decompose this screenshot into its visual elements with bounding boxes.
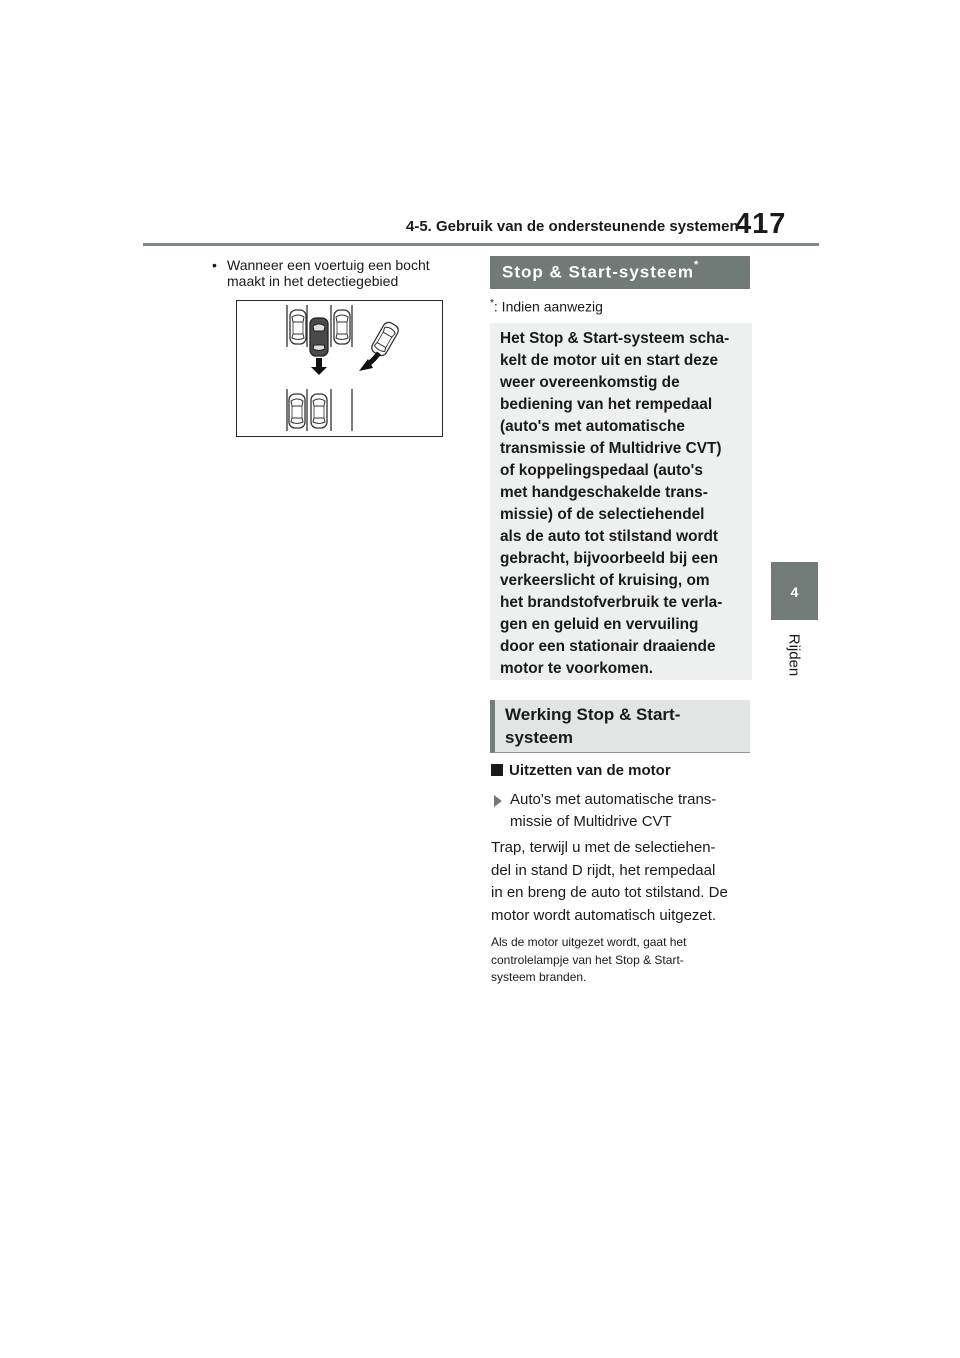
intro-line: gebracht, bijvoorbeeld bij een	[500, 550, 719, 567]
intro-line: met handgeschakelde trans-	[500, 484, 708, 501]
footnote	[490, 298, 603, 315]
chapter-number: 4	[790, 584, 799, 600]
chapter-tab	[771, 562, 818, 620]
triangle-bullet-icon	[494, 795, 502, 807]
subheading	[491, 762, 671, 779]
footnote-text: : Indien aanwezig	[493, 298, 603, 315]
intro-line: verkeerslicht of kruising, om	[500, 572, 710, 589]
parked-car-icon	[289, 394, 305, 428]
chapter-label: Rijden	[785, 633, 803, 677]
reversing-car-icon	[310, 318, 328, 356]
header-divider	[143, 243, 819, 246]
intro-line: gen en geluid en vervuiling	[500, 616, 699, 633]
intro-text	[500, 328, 748, 680]
subheading-text: Uitzetten van de motor	[509, 762, 671, 779]
subsection-header	[490, 700, 750, 753]
section-title: 4-5. Gebruik van de ondersteunende systemen	[406, 218, 739, 235]
bullet-symbol: •	[212, 257, 217, 273]
section-header	[490, 256, 750, 289]
parked-car-icon	[290, 310, 306, 344]
intro-line: bediening van het rempedaal	[500, 396, 713, 413]
illustration-svg	[237, 301, 442, 436]
page-number: 417	[735, 208, 787, 240]
intro-line: missie) of de selectiehendel	[500, 506, 705, 523]
section-header-title: Stop & Start-systeem*	[502, 259, 700, 282]
body-paragraph: Trap, terwijl u met de selectiehen- del in stand D rijdt, het rempedaal in en breng de auto tot stilstand. De motor wordt automatisch uitgezet.	[491, 839, 728, 924]
intro-line: of koppelingspedaal (auto's	[500, 462, 703, 479]
detection-area-illustration	[236, 300, 443, 437]
intro-line: transmissie of Multidrive CVT)	[500, 440, 722, 457]
intro-line: Het Stop & Start-systeem scha-	[500, 330, 730, 347]
square-bullet-icon	[491, 764, 503, 776]
intro-box	[490, 323, 752, 680]
turning-car-icon	[370, 320, 401, 357]
intro-line: weer overeenkomstig de	[500, 374, 680, 391]
footnote-marker: *	[490, 298, 494, 309]
intro-line: het brandstofverbruik te verla-	[500, 594, 723, 611]
intro-line: kelt de motor uit en start deze	[500, 352, 719, 369]
curved-arrow-icon	[359, 353, 379, 371]
parked-car-icon	[311, 394, 327, 428]
subsection-title: Werking Stop & Start- systeem	[505, 705, 681, 747]
parked-car-icon	[334, 310, 350, 344]
intro-line: door een stationair draaiende	[500, 638, 716, 655]
intro-line: motor te voorkomen.	[500, 660, 654, 677]
condition-text: Auto's met automatische trans- missie of Multidrive CVT	[510, 791, 717, 830]
arrow-down-icon	[311, 358, 327, 375]
intro-line: als de auto tot stilstand wordt	[500, 528, 719, 545]
chapter-label-container	[772, 633, 816, 677]
bullet-text: Wanneer een voertuig een bocht maakt in het detectiegebied	[227, 257, 430, 289]
intro-line: (auto's met automatische	[500, 418, 685, 435]
note-paragraph: Als de motor uitgezet wordt, gaat het controlelampje van het Stop & Start- systeem branden.	[491, 935, 687, 984]
footnote-marker: *	[693, 259, 700, 271]
